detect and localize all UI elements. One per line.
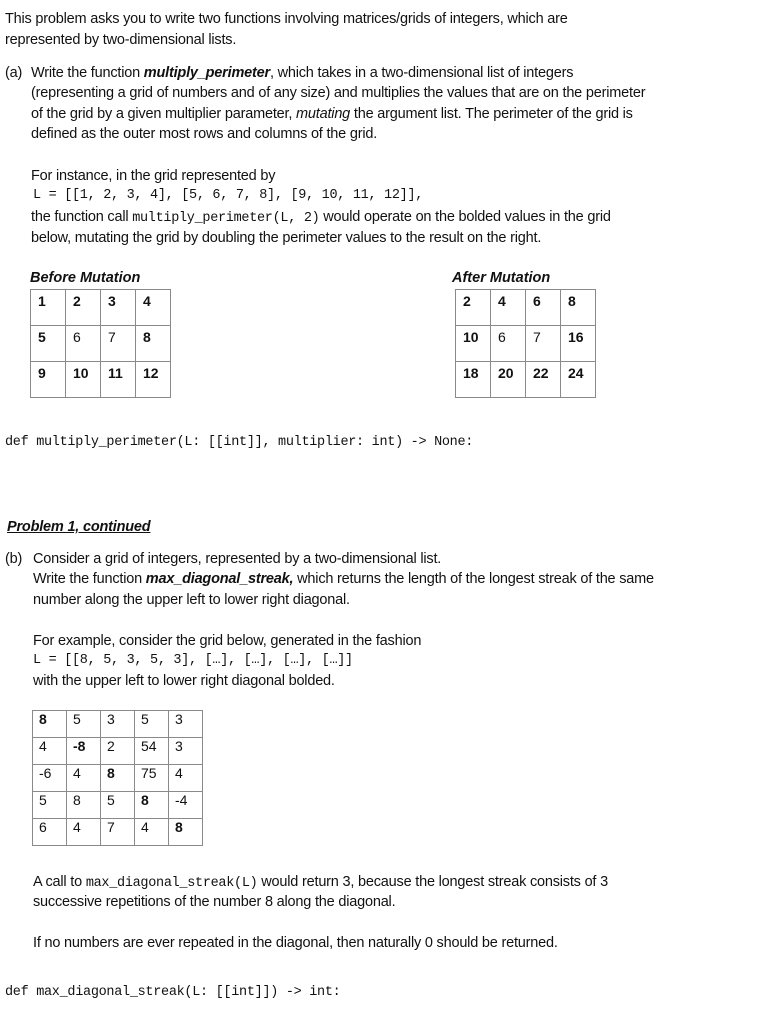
grid-cell xyxy=(33,765,67,792)
part-b-line-3: number along the upper left to lower right diagonal. xyxy=(33,592,350,608)
grid-cell xyxy=(67,819,101,846)
cell-value: 1 xyxy=(38,293,46,309)
grid-cell xyxy=(101,765,135,792)
grid-cell xyxy=(561,362,596,398)
cell-value: 5 xyxy=(141,711,149,727)
example-a-code: L = [[1, 2, 3, 4], [5, 6, 7, 8], [9, 10, 11, 12]], xyxy=(33,188,424,203)
cell-value: 11 xyxy=(108,365,123,381)
grid-cell xyxy=(169,765,203,792)
cell-value: 22 xyxy=(533,365,549,381)
cell-value: 8 xyxy=(141,792,149,808)
grid-row xyxy=(33,819,203,846)
cell-value: 5 xyxy=(107,792,115,808)
cell-value: 54 xyxy=(141,738,157,754)
grid-row xyxy=(31,290,171,326)
grid-cell xyxy=(67,711,101,738)
example-a-line-4: below, mutating the grid by doubling the perimeter values to the result on the right. xyxy=(31,230,542,246)
cell-value: 5 xyxy=(39,792,47,808)
grid-cell xyxy=(526,362,561,398)
grid-row xyxy=(31,326,171,362)
cell-value: 4 xyxy=(73,819,81,835)
grid-cell xyxy=(101,819,135,846)
grid-cell xyxy=(169,738,203,765)
grid-cell xyxy=(66,290,101,326)
cell-value: 6 xyxy=(39,819,47,835)
cell-value: 10 xyxy=(463,329,479,345)
cell-value: 8 xyxy=(107,765,115,781)
diagonal-grid xyxy=(32,710,203,846)
part-b-line-2: Write the function max_diagonal_streak, which returns the length of the longest streak of the same xyxy=(33,571,654,587)
cell-value: 7 xyxy=(533,329,541,345)
grid-cell xyxy=(135,792,169,819)
max-diagonal-streak-signature: def max_diagonal_streak(L: [[int]]) -> int: xyxy=(5,985,341,1000)
grid-cell xyxy=(33,792,67,819)
continued-heading: Problem 1, continued xyxy=(7,519,151,535)
grid-cell xyxy=(561,326,596,362)
cell-value: 16 xyxy=(568,329,584,345)
grid-cell xyxy=(135,765,169,792)
grid-row xyxy=(456,326,596,362)
grid-cell xyxy=(491,290,526,326)
grid-cell xyxy=(33,711,67,738)
cell-value: 3 xyxy=(107,711,115,727)
cell-value: 3 xyxy=(108,293,116,309)
grid-cell xyxy=(33,819,67,846)
grid-cell xyxy=(526,326,561,362)
grid-cell xyxy=(66,362,101,398)
cell-value: 8 xyxy=(175,819,183,835)
grid-cell xyxy=(67,765,101,792)
grid-cell xyxy=(67,792,101,819)
intro-line-1: This problem asks you to write two functions involving matrices/grids of integers, which are xyxy=(5,11,568,27)
grid-cell xyxy=(101,362,136,398)
before-mutation-grid xyxy=(30,289,171,398)
cell-value: 2 xyxy=(73,293,81,309)
cell-value: -8 xyxy=(73,738,86,754)
cell-value: 8 xyxy=(568,293,576,309)
grid-row xyxy=(33,738,203,765)
part-b-label: (b) xyxy=(5,551,23,567)
grid-row xyxy=(456,290,596,326)
before-mutation-title: Before Mutation xyxy=(30,270,141,286)
multiply-perimeter-signature: def multiply_perimeter(L: [[int]], multiplier: int) -> None: xyxy=(5,435,474,450)
example-b-code: L = [[8, 5, 3, 5, 3], […], […], […], […]] xyxy=(33,653,353,668)
cell-value: -6 xyxy=(39,765,52,781)
function-name: multiply_perimeter xyxy=(143,65,270,81)
grid-cell xyxy=(101,290,136,326)
cell-value: 5 xyxy=(73,711,81,727)
cell-value: 4 xyxy=(141,819,149,835)
cell-value: 8 xyxy=(39,711,47,727)
grid-cell xyxy=(66,326,101,362)
example-b-line-1: For example, consider the grid below, generated in the fashion xyxy=(33,633,422,649)
cell-value: 20 xyxy=(498,365,514,381)
cell-value: 6 xyxy=(533,293,541,309)
function-name: max_diagonal_streak, xyxy=(145,571,294,587)
grid-cell xyxy=(169,711,203,738)
cell-value: 4 xyxy=(175,765,183,781)
cell-value: 6 xyxy=(73,329,81,345)
part-a-line-2: (representing a grid of numbers and of any size) and multiplies the values that are on the perimeter xyxy=(31,85,646,101)
grid-cell xyxy=(491,362,526,398)
grid-cell xyxy=(136,290,171,326)
example-a-line-3: the function call multiply_perimeter(L, 2) would operate on the bolded values in the grid xyxy=(31,209,611,226)
result-line-1: A call to max_diagonal_streak(L) would return 3, because the longest streak consists of 3 xyxy=(33,874,608,891)
cell-value: 3 xyxy=(175,711,183,727)
cell-value: 10 xyxy=(73,365,89,381)
grid-cell xyxy=(67,738,101,765)
example-b-line-3: with the upper left to lower right diagonal bolded. xyxy=(33,673,335,689)
grid-cell xyxy=(169,792,203,819)
grid-cell xyxy=(31,290,66,326)
grid-cell xyxy=(31,362,66,398)
cell-value: 7 xyxy=(107,819,115,835)
part-a-line-1: Write the function multiply_perimeter, which takes in a two-dimensional list of integers xyxy=(31,65,574,81)
cell-value: 5 xyxy=(38,329,46,345)
grid-cell xyxy=(456,326,491,362)
cell-value: 8 xyxy=(73,792,81,808)
grid-cell xyxy=(101,738,135,765)
grid-row xyxy=(456,362,596,398)
result-line-2: successive repetitions of the number 8 along the diagonal. xyxy=(33,894,396,910)
cell-value: 75 xyxy=(141,765,157,781)
grid-cell xyxy=(491,326,526,362)
cell-value: 3 xyxy=(175,738,183,754)
cell-value: 4 xyxy=(498,293,506,309)
grid-cell xyxy=(135,711,169,738)
grid-row xyxy=(31,362,171,398)
grid-cell xyxy=(456,362,491,398)
cell-value: 24 xyxy=(568,365,584,381)
cell-value: 18 xyxy=(463,365,479,381)
grid-cell xyxy=(31,326,66,362)
example-a-line-1: For instance, in the grid represented by xyxy=(31,168,276,184)
after-mutation-title: After Mutation xyxy=(452,270,551,286)
cell-value: 4 xyxy=(73,765,81,781)
cell-value: 8 xyxy=(143,329,151,345)
part-a-line-4: defined as the outer most rows and columns of the grid. xyxy=(31,126,378,142)
grid-cell xyxy=(526,290,561,326)
cell-value: 6 xyxy=(498,329,506,345)
cell-value: 9 xyxy=(38,365,46,381)
grid-cell xyxy=(136,362,171,398)
cell-value: 4 xyxy=(143,293,151,309)
intro-line-2: represented by two-dimensional lists. xyxy=(5,32,237,48)
grid-cell xyxy=(135,738,169,765)
grid-row xyxy=(33,792,203,819)
part-b-line-1: Consider a grid of integers, represented by a two-dimensional list. xyxy=(33,551,442,567)
part-a-line-3: of the grid by a given multiplier parameter, mutating the argument list. The perimeter of the grid is xyxy=(31,106,633,122)
part-a-label: (a) xyxy=(5,65,23,81)
cell-value: 12 xyxy=(143,365,159,381)
cell-value: 4 xyxy=(39,738,47,754)
cell-value: 2 xyxy=(107,738,115,754)
grid-cell xyxy=(561,290,596,326)
grid-cell xyxy=(101,792,135,819)
grid-cell xyxy=(101,711,135,738)
after-mutation-grid xyxy=(455,289,596,398)
cell-value: 7 xyxy=(108,329,116,345)
cell-value: -4 xyxy=(175,792,188,808)
grid-row xyxy=(33,765,203,792)
grid-cell xyxy=(33,738,67,765)
grid-cell xyxy=(169,819,203,846)
grid-cell xyxy=(101,326,136,362)
grid-row xyxy=(33,711,203,738)
grid-cell xyxy=(135,819,169,846)
cell-value: 2 xyxy=(463,293,471,309)
grid-cell xyxy=(456,290,491,326)
grid-cell xyxy=(136,326,171,362)
zero-return-note: If no numbers are ever repeated in the diagonal, then naturally 0 should be returned. xyxy=(33,935,558,951)
